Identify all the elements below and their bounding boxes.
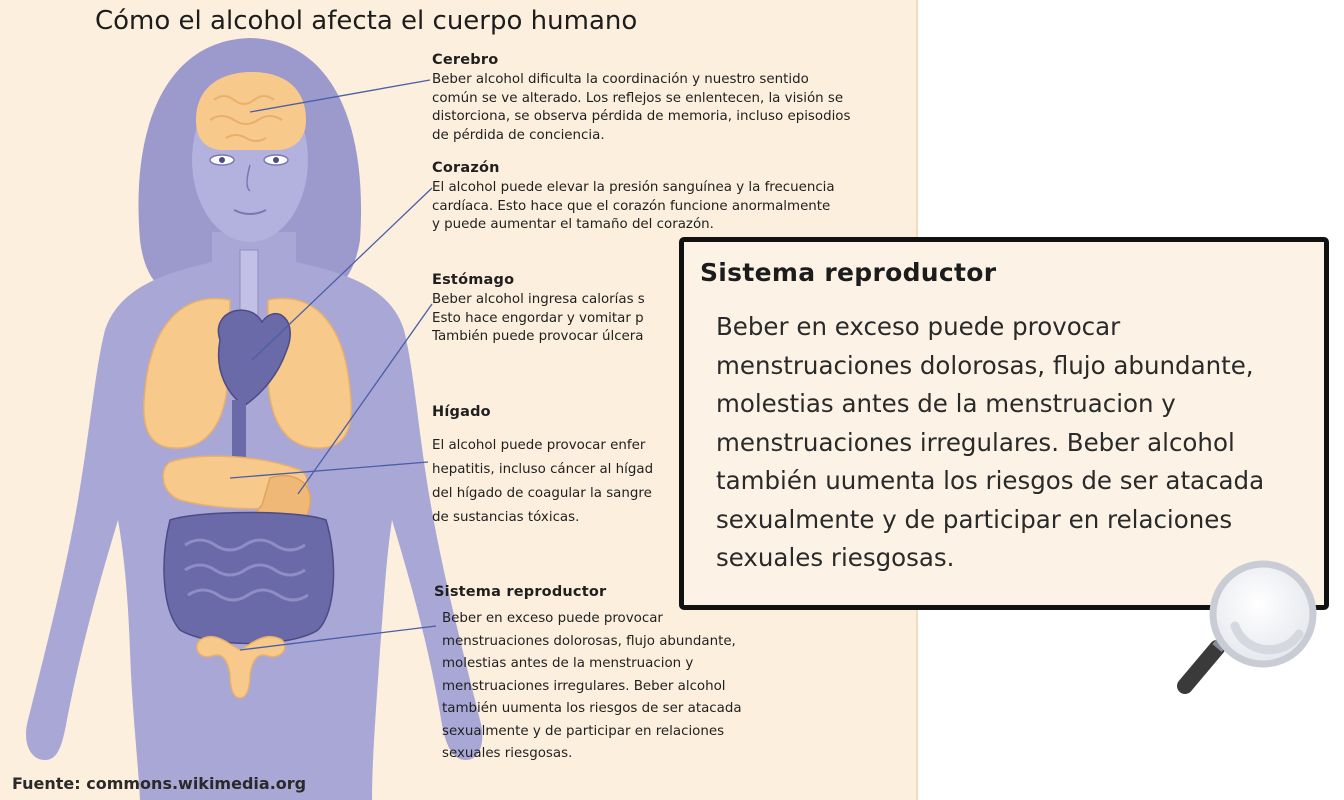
zoom-text: Beber en exceso puede provocar menstruaciones dolorosas, flujo abundante, molestias antes de la menstruacion y menstruaciones irregulares. Beber alcohol también uumenta los riesgos de ser atacada sexualmente y de participar en relaciones sexuales riesgosas. <box>716 312 1265 572</box>
section-heading: Hígado <box>432 404 491 420</box>
intestines <box>164 513 334 644</box>
section-brain <box>432 52 912 145</box>
zoom-heading: Sistema reproductor <box>700 258 997 287</box>
section-text: Beber alcohol ingresa calorías s Esto hace engordar y vomitar p También puede provocar úlcera <box>432 292 645 344</box>
section-text: Beber en exceso puede provocar menstruaciones dolorosas, flujo abundante, molestias antes de la menstruacion y menstruaciones irregulares. Beber alcohol también uumenta los riesgos de ser atacada sexualmente y de participar en relaciones sexuales riesgosas. <box>442 611 742 761</box>
section-text: Beber alcohol dificulta la coordinación y nuestro sentido común se ve alterado. Los reflejos se enlentecen, la visión se distorciona, se observa pérdida de memoria, incluso episodios de pérdida de conciencia. <box>432 72 851 143</box>
brain <box>196 72 306 150</box>
section-heading: Corazón <box>432 160 500 176</box>
zoom-callout <box>679 237 1329 610</box>
source-credit: Fuente: commons.wikimedia.org <box>12 774 307 793</box>
magnifying-glass-icon <box>1165 556 1325 706</box>
section-heading: Cerebro <box>432 52 499 68</box>
section-reproductive <box>434 584 904 766</box>
page-title: Cómo el alcohol afecta el cuerpo humano <box>95 6 638 36</box>
section-text: El alcohol puede provocar enfer hepatitis, incluso cáncer al hígad del hígado de coagular la sangre de sustancias tóxicas. <box>432 438 654 525</box>
section-heading: Estómago <box>432 272 515 288</box>
section-heart <box>432 160 912 235</box>
section-text: El alcohol puede elevar la presión sanguínea y la frecuencia cardíaca. Esto hace que el corazón funcione anormalmente y puede aumentar el tamaño del corazón. <box>432 180 835 232</box>
section-heading: Sistema reproductor <box>434 584 607 600</box>
